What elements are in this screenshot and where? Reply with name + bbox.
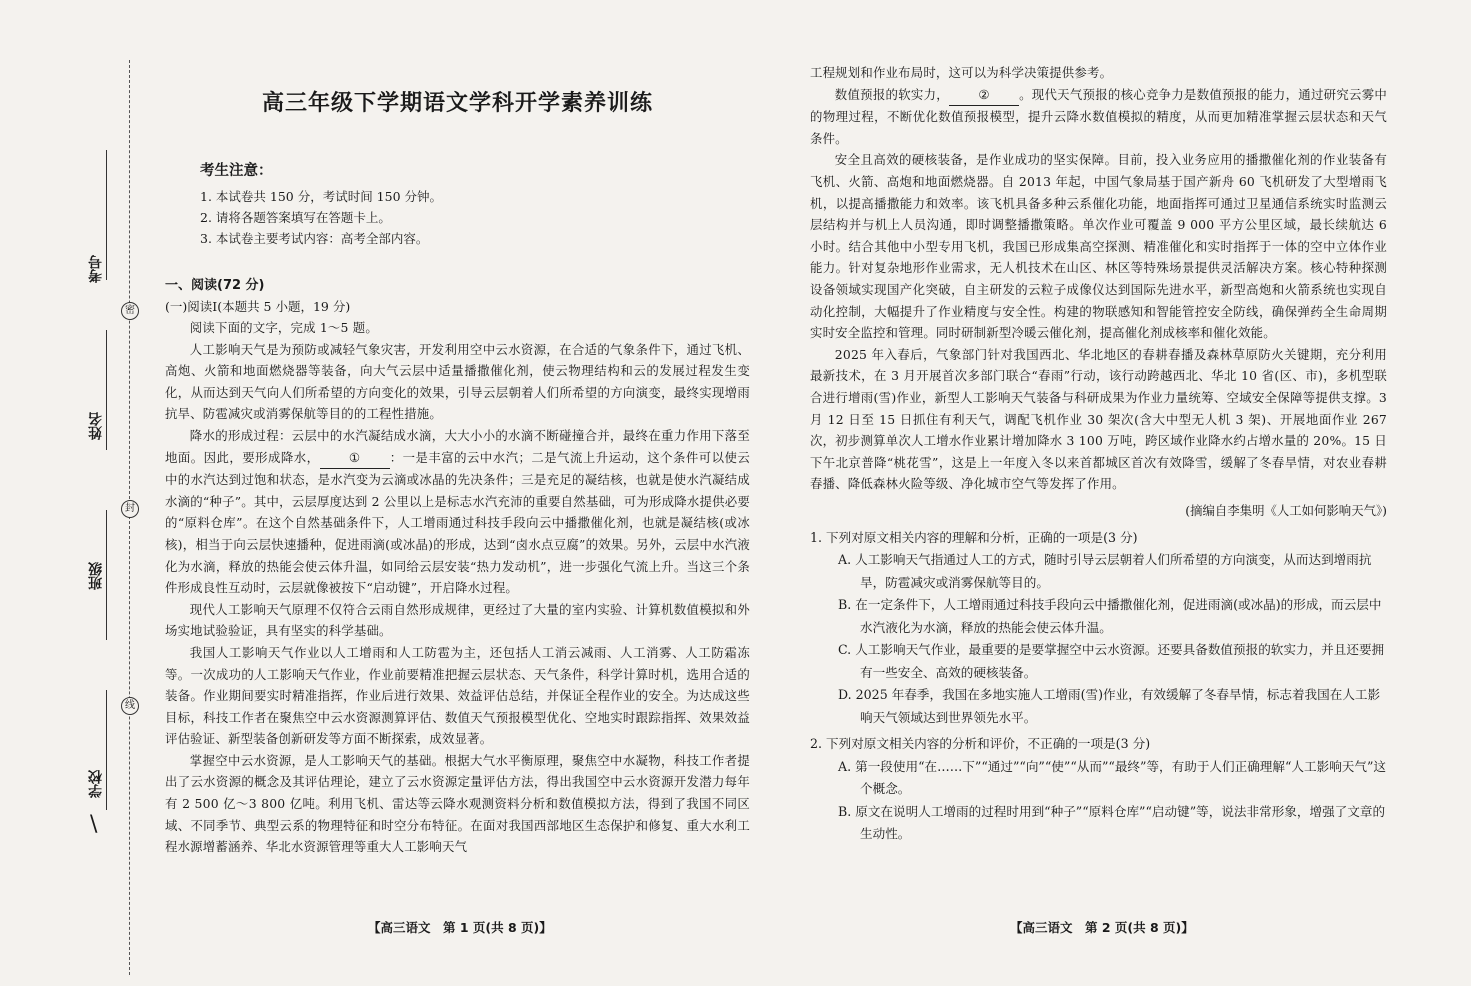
exam-title: 高三年级下学期语文学科开学素养训练 (261, 91, 653, 116)
passage-text: 降水的形成过程：云层中的水汽凝结成水滴，大大小小的水滴不断碰撞合并，最终在重力作用下落至地面。因此，要形成降水， (165, 427, 750, 465)
passage-paragraph (810, 84, 1387, 150)
page-footer-right: 【高三语文 第 2 页(共 8 页)】 (1010, 920, 1194, 935)
question-2-option-b: B. 原文在说明人工增雨的过程时用到“种子”“原料仓库”“启动键”等，说法非常形象，增强了文章的生动性。 (838, 803, 1386, 842)
passage-paragraph: 2025 年入春后，气象部门针对我国西北、华北地区的春耕春播及森林草原防火关键期，充分利用最新技术，在 3 月开展首次多部门联合“春雨”行动，该行动跨越西北、华北 10 省(区、市)，多机型联合进行增雨(雪)作业，新型人工影响天气装备与科研成果为作业力量统筹、空域安全保障等提供支撑。3 月 12 日至 15 日抓住有利天气，调配飞机作业 30 架次(含大中型无人机 3 架)、开展地面作业 267 次，初步测算单次人工增水作业累计增加降水 3 100 万吨，跨区域作业降水约占增水量的 20%。15 日下午北京普降“桃花雪”，这是上一年度入冬以来首都城区首次有效降雪，缓解了冬春旱情，对农业春耕春播、降低森林火险等级、净化城市空气等发挥了作用。 (810, 346, 1387, 492)
question-2: 2. 下列对原文相关内容的分析和评价，不正确的一项是(3 分) (810, 736, 1151, 752)
blank-1: ① (320, 447, 390, 470)
source-citation: (摘编自李集明《人工如何影响天气》) (1185, 502, 1387, 518)
passage-paragraph: 我国人工影响天气作业以人工增雨和人工防雹为主，还包括人工消云减雨、人工消雾、人工防霜冻等。一次成功的人工影响天气作业，作业前要精准把握云层状态、天气条件，科学计算时机，选用合适的装备。作业期间要实时精准指挥，作业后进行效果、效益评估总结，并保证全程作业的安全。为达成这些目标，科技工作者在聚焦空中云水资源测算评估、数值天气预报模型优化、空地实时跟踪指挥、效果效益评估验证、新型装备创新研发等方面不断探索，成效显著。 (165, 644, 750, 747)
passage-paragraph: 人工影响天气是为预防或减轻气象灾害，开发利用空中云水资源，在合适的气象条件下，通过飞机、高炮、火箭和地面燃烧器等装备，向大气云层中适量播撒催化剂，使云物理结构和云的发展过程发生变化，从而达到天气向人们所希望的方向变化的效果，引导云层朝着人们所希望的方向演变，最终实现增雨抗旱、防雹减灾或消雾保航等目的的工程性措施。 (165, 341, 750, 422)
question-1-option-a: A. 人工影响天气指通过人工的方式，随时引导云层朝着人们所希望的方向演变，从而达到增雨抗旱，防雹减灾或消雾保航等目的。 (838, 552, 1372, 590)
passage-paragraph: 工程规划和作业布局时，这可以为科学决策提供参考。 (810, 65, 1113, 80)
seal-xian: 线 (121, 697, 139, 715)
question-1-option-c: C. 人工影响天气作业，最重要的是要掌握空中云水资源。还要具备数值预报的软实力，并且还要拥有一些安全、高效的硬核装备。 (838, 642, 1385, 680)
name-line (106, 330, 107, 450)
blank-2: ② (949, 84, 1019, 107)
seal-mi: 密 (121, 302, 139, 320)
notice-item: 2. 请将各题答案填写在答题卡上。 (200, 210, 391, 225)
class-line (106, 510, 107, 640)
school-line (106, 690, 107, 810)
school-label: 学校 (88, 770, 104, 798)
passage-paragraph: 安全且高效的硬核装备，是作业成功的坚实保障。目前，投入业务应用的播撒催化剂的作业装备有飞机、火箭、高炮和地面燃烧器。自 2013 年起，中国气象局基于国产新舟 60 飞机研发了大型增雨飞机，以提高播撒能力和效率。该飞机具备多种云系催化功能，地面指挥可通过卫星通信系统实时监测云层结构并与机上人员沟通，即时调整播撒策略。单次作业可覆盖 9 000 平方公里区域，最长续航达 6 小时。结合其他中小型专用飞机，我国已形成集高空探测、精准催化和实时指挥于一体的空中立体作业能力。针对复杂地形作业需求，无人机技术在山区、林区等特殊场景提供灵活解决方案。核心特种探测设备领域实现国产化突破，自主研发的云粒子成像仪达到国际先进水平，新型高炮和火箭系统也实现自动化控制，大幅提升了作业精度与安全性。构建的物联感知和智能管控安全防线，确保弹药全生命周期实时安全监控和管理。同时研制新型冷暖云催化剂，提高催化剂成核率和催化效能。 (810, 152, 1387, 341)
right-page (810, 62, 1387, 846)
notice-heading: 考生注意： (200, 163, 273, 179)
subsection-heading: (一)阅读Ⅰ(本题共 5 小题，19 分) (165, 299, 351, 314)
notice-item: 1. 本试卷共 150 分，考试时间 150 分钟。 (200, 189, 443, 204)
passage-text: 数值预报的软实力， (834, 86, 949, 102)
seal-feng: 封 (121, 500, 139, 518)
question-2-option-a: A. 第一段使用“在……下”“通过”“向”“使”“从而”“最终”等，有助于人们正确理解“人工影响天气”这个概念。 (838, 758, 1387, 797)
notice-item: 3. 本试卷主要考试内容：高考全部内容。 (200, 231, 429, 246)
left-page (165, 82, 750, 858)
question-1-option-d: D. 2025 年春季，我国在多地实施人工增雨(雪)作业，有效缓解了冬春旱情，标志着我国在人工影响天气领域达到世界领先水平。 (838, 687, 1381, 725)
passage-text: ：一是丰富的云中水汽；二是气流上升运动，这个条件可以使云中的水汽达到过饱和状态，是水汽变为云滴或冰晶的先决条件；三是充足的凝结核，也就是使水汽凝结成水滴的“种子”。其中，云层厚度达到 2 公里以上是标志水汽充沛的重要自然基础，可为形成降水提供必要的“原料仓库”。在这个自然基础条件下，人工增雨通过科技手段向云中播撒催化剂，也就是凝结核(或冰核)，相当于向云层快速播种，促进雨滴(或冰晶)的形成，达到“卤水点豆腐”的效果。另外，云层中水汽液化为水滴，释放的热能会使云体升温，如同给云层安装“热力发动机”，进一步强化气流上升。当这三个条件形成良性互动时，云层就像被按下“启动键”，开启降水过程。 (165, 449, 750, 596)
exam-no-label: 考号 (88, 255, 104, 283)
passage-paragraph: 掌握空中云水资源，是人工影响天气的基础。根据大气水平衡原理，聚焦空中水凝物，科技工作者提出了云水资源的概念及其评估理论，建立了云水资源定量评估方法，得出我国空中云水资源开发潜力每年有 2 500 亿～3 800 亿吨。利用飞机、雷达等云降水观测资料分析和数值模拟方法，得到了我国不同区域、不同季节、典型云系的物理特征和时空分布特征。在面对我国西部地区生态保护和修复、重大水利工程水源增蓄涵养、华北水资源管理等重大人工影响天气 (165, 752, 750, 855)
exam-no-line (106, 150, 107, 280)
question-1: 1. 下列对原文相关内容的理解和分析，正确的一项是(3 分) (810, 529, 1138, 545)
class-label: 班级 (88, 562, 104, 590)
passage-paragraph (165, 425, 750, 599)
passage-paragraph: 现代人工影响天气原理不仅符合云雨自然形成规律，更经过了大量的室内实验、计算机数值模拟和外场实地试验验证，具有坚实的科学基础。 (165, 601, 750, 639)
section-heading: 一、阅读(72 分) (165, 278, 265, 293)
passage-text: 。现代天气预报的核心竞争力是数值预报的能力，通过研究云雾中的物理过程，不断优化数值预报模型，提升云降水数值模拟的精度，从而更加精准掌握云层状态和天气条件。 (810, 86, 1387, 146)
question-1-option-b: B. 在一定条件下，人工增雨通过科技手段向云中播撒催化剂，促进雨滴(或冰晶)的形成，而云层中水汽液化为水滴，释放的热能会使云体升温。 (838, 597, 1382, 635)
instruction: 阅读下面的文字，完成 1～5 题。 (189, 320, 378, 335)
page-footer-left: 【高三语文 第 1 页(共 8 页)】 (368, 920, 552, 935)
name-label: 姓名 (88, 412, 104, 440)
binding-margin (0, 0, 140, 986)
binding-hook-mark: \ (90, 812, 98, 837)
